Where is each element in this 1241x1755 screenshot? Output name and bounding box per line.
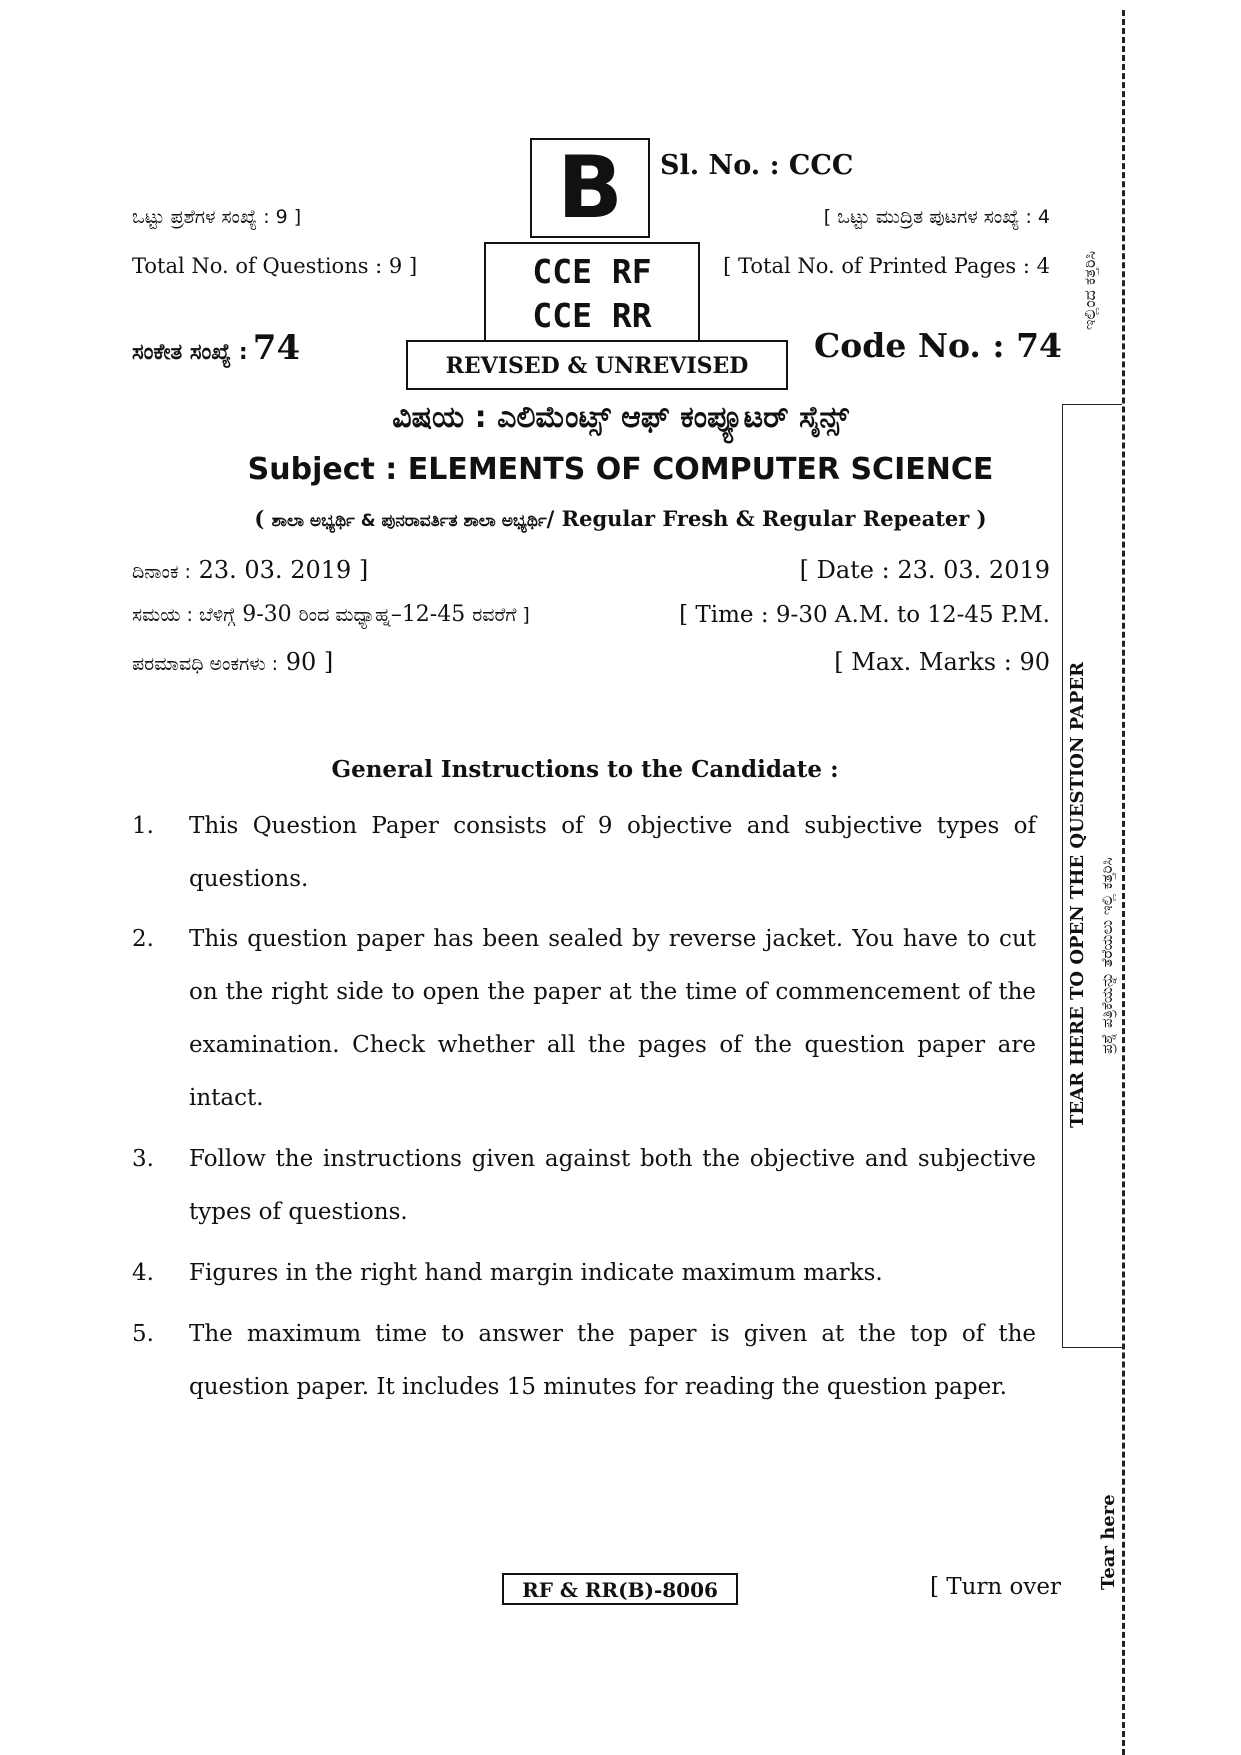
candidate-category <box>0 506 1241 531</box>
code-number-en: Code No. : 74 <box>814 326 1062 365</box>
subject-en: Subject : ELEMENTS OF COMPUTER SCIENCE <box>247 452 994 487</box>
instruction-item <box>132 1247 1036 1300</box>
instruction-item <box>132 800 1036 906</box>
revised-label: REVISED & UNREVISED <box>406 340 788 390</box>
instruction-item <box>132 1133 1036 1239</box>
instructions-heading: General Instructions to the Candidate : <box>331 756 839 783</box>
tear-here-label: Tear here <box>1098 1494 1119 1590</box>
instruction-text: Figures in the right hand margin indicate maximum marks. <box>189 1260 883 1286</box>
tear-here-instruction-kn: ಪ್ರಶ್ನೆ ಪತ್ರಿಕೆಯನ್ನು ತೆರೆಯಲು ಇಲ್ಲಿ ಕತ್ತರಿಸಿ <box>1098 857 1116 1054</box>
instruction-item <box>132 1308 1036 1414</box>
total-questions-en: Total No. of Questions : 9 ] <box>132 254 418 278</box>
category-open: ( <box>254 506 272 531</box>
time-kn-value: 9-30 <box>242 602 292 627</box>
instruction-text: Follow the instructions given against both the objective and subjective types of questions. <box>189 1146 1036 1225</box>
instruction-text: The maximum time to answer the paper is given at the top of the question paper. It includes 15 minutes for reading the question paper. <box>189 1321 1036 1400</box>
tear-here-instruction: TEAR HERE TO OPEN THE QUESTION PAPER <box>1067 661 1088 1128</box>
serial-number: Sl. No. : CCC <box>660 150 854 181</box>
marks-kn-value: 90 ] <box>285 648 334 676</box>
date-kn-label: ದಿನಾಂಕ : <box>132 561 191 583</box>
instruction-number: 5. <box>132 1321 154 1347</box>
marks-kn-label: ಪರಮಾವಧಿ ಅಂಕಗಳು : <box>132 653 279 675</box>
subject-kn: ವಿಷಯ : ಎಲಿಮೆಂಟ್ಸ್ ಆಫ್ ಕಂಪ್ಯೂಟರ್ ಸೈನ್ಸ್ <box>392 400 849 435</box>
paper-code: RF & RR(B)-8006 <box>502 1573 738 1605</box>
time-en: [ Time : 9-30 A.M. to 12-45 P.M. <box>679 602 1050 628</box>
marks-en: [ Max. Marks : 90 <box>834 648 1050 676</box>
time-kn-end: ರವರೆಗೆ ] <box>472 604 530 626</box>
instruction-number: 4. <box>132 1260 154 1286</box>
instruction-item <box>132 913 1036 1125</box>
time-kn-value2: –12-45 <box>390 602 466 627</box>
turn-over: [ Turn over <box>930 1574 1062 1600</box>
time-kn-label: ಸಮಯ : ಬೆಳಿಗ್ಗೆ <box>132 604 236 626</box>
tear-line <box>1122 10 1125 1755</box>
instruction-number: 3. <box>132 1146 154 1172</box>
time-kn <box>132 602 530 627</box>
code-kn-label: ಸಂಕೇತ ಸಂಖ್ಯೆ : <box>132 340 248 365</box>
total-pages-en: [ Total No. of Printed Pages : 4 <box>723 254 1050 278</box>
instruction-text: This Question Paper consists of 9 objective and subjective types of questions. <box>189 813 1036 892</box>
date-kn <box>132 556 368 584</box>
date-en: [ Date : 23. 03. 2019 <box>799 556 1050 584</box>
cut-here-kn: ಇಲ್ಲಿಂದ ಕತ್ತರಿಸಿ <box>1080 251 1099 330</box>
total-pages-kn: [ ಒಟ್ಟು ಮುದ್ರಿತ ಪುಟಗಳ ಸಂಖ್ಯೆ : 4 <box>823 206 1050 228</box>
category-en: / Regular Fresh & Regular Repeater ) <box>546 506 987 531</box>
time-kn-mid: ರಿಂದ ಮಧ್ಯಾಹ್ನ <box>298 604 391 626</box>
total-questions-kn: ಒಟ್ಟು ಪ್ರಶೆಗಳ ಸಂಖ್ಯೆ : 9 ] <box>132 206 302 228</box>
cce-rf: CCE RF <box>532 252 652 291</box>
series-letter: B <box>530 138 650 238</box>
code-kn-value: 74 <box>252 328 301 368</box>
instruction-number: 1. <box>132 813 154 839</box>
instruction-number: 2. <box>132 926 154 952</box>
marks-kn <box>132 648 333 676</box>
date-kn-value: 23. 03. 2019 ] <box>198 556 369 584</box>
cce-box <box>484 242 700 344</box>
instruction-text: This question paper has been sealed by reverse jacket. You have to cut on the right side to open the paper at the time of commencement of the examination. Check whether all the pages of the question paper are intact. <box>189 926 1036 1111</box>
cce-rr: CCE RR <box>532 296 652 335</box>
code-number-kn <box>132 328 300 368</box>
category-kn: ಶಾಲಾ ಅಭ್ಯರ್ಥಿ & ಪುನರಾವರ್ತಿತ ಶಾಲಾ ಅಭ್ಯರ್ಥಿ <box>271 511 547 531</box>
